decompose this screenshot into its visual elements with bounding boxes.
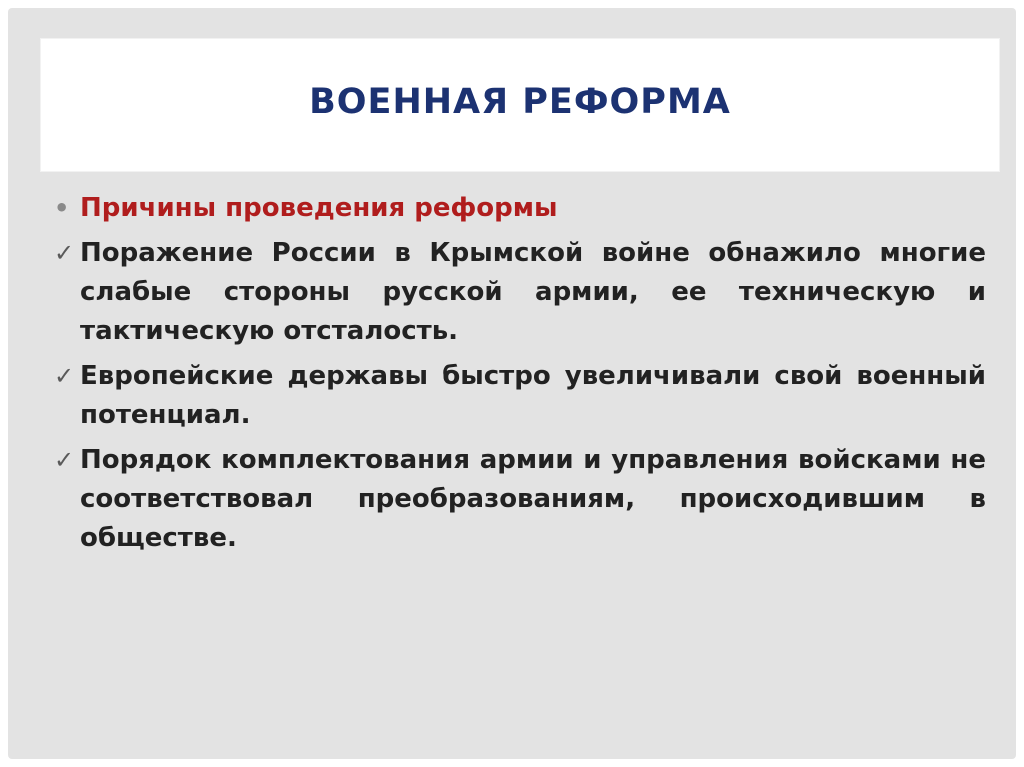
- checkmark-icon: ✓: [54, 362, 75, 390]
- slide-title: ВОЕННАЯ РЕФОРМА: [309, 82, 731, 122]
- list-item: [54, 357, 986, 435]
- list-item: [54, 234, 986, 351]
- list-item-text: Порядок комплектования армии и управления войсками не соответствовал преобразованиям, происходившим в обществе.: [80, 445, 986, 553]
- slide-content: [54, 189, 986, 564]
- list-item-text: Европейские державы быстро увеличивали свой военный потенциал.: [80, 361, 986, 430]
- bullet-dot-icon: •: [54, 194, 70, 222]
- checkmark-icon: ✓: [54, 239, 75, 267]
- heading-text: Причины проведения реформы: [80, 193, 558, 223]
- title-box: [40, 38, 1000, 172]
- checkmark-icon: ✓: [54, 446, 75, 474]
- heading-item: [54, 189, 986, 228]
- list-item-text: Поражение России в Крымской войне обнажило многие слабые стороны русской армии, ее техническую и тактическую отсталость.: [80, 238, 986, 346]
- slide: [8, 8, 1016, 759]
- list-item: [54, 441, 986, 558]
